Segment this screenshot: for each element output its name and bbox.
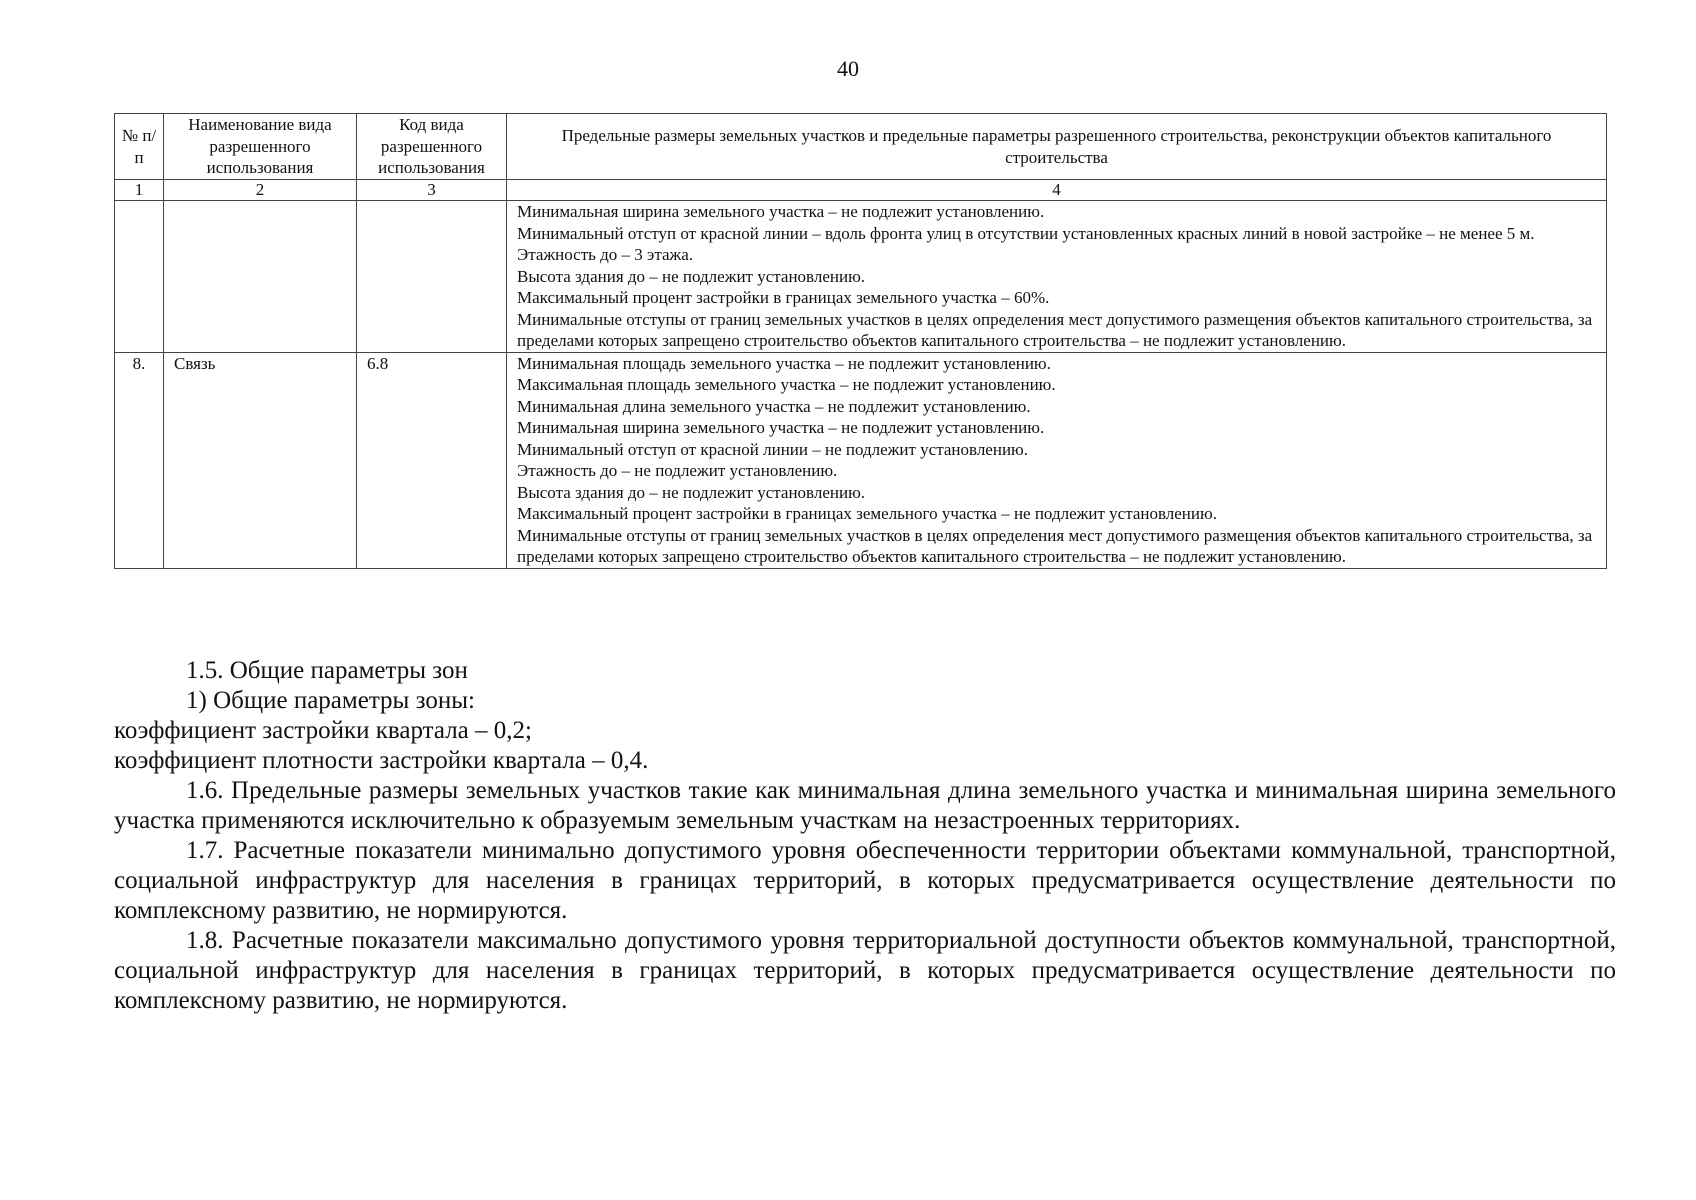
list-item-general-params: 1) Общие параметры зоны:: [186, 687, 475, 714]
parameter-line: Минимальные отступы от границ земельных участков в целях определения мест допустимого размещения объектов капитального строительства, за пределами которых запрещено строительство объектов капитального строительства – не подлежит установлению.: [517, 309, 1593, 350]
paragraph-1-8: 1.8. Расчетные показатели максимально допустимого уровня территориальной доступности объектов коммунальной, транспортной, социальной инфраструктур для населения в границах территорий, в которых предусматривается осуществление деятельности по комплексному развитию, не нормируются.: [114, 927, 1616, 1014]
parameter-line: Минимальная площадь земельного участка – не подлежит установлению.: [517, 353, 1051, 373]
header-number: № п/п: [115, 114, 164, 180]
zoning-parameters-table: [114, 113, 1607, 569]
column-number: 1: [115, 180, 164, 201]
row-use-code: [357, 201, 507, 353]
header-use-name: Наименование вида разрешенного использования: [164, 114, 357, 180]
parameter-line: Высота здания до – не подлежит установлению.: [517, 266, 866, 286]
parameter-line: Высота здания до – не подлежит установлению.: [517, 482, 866, 502]
parameter-line: Максимальный процент застройки в границах земельного участка – 60%.: [517, 288, 1050, 307]
row-use-code: 6.8: [357, 352, 507, 568]
parameter-line: Этажность до – не подлежит установлению.: [517, 461, 838, 480]
row-parameters: [507, 201, 1607, 353]
parameter-line: Минимальный отступ от красной линии – вдоль фронта улиц в отсутствии установленных красных линий в новой застройке – не менее 5 м.: [517, 223, 1535, 243]
section-heading-1-5: 1.5. Общие параметры зон: [186, 657, 468, 684]
parameter-line: Минимальная ширина земельного участка – не подлежит установлению.: [517, 418, 1045, 437]
row-use-name: [164, 201, 357, 353]
page-number: 40: [837, 56, 859, 81]
parameter-line: Минимальная ширина земельного участка – не подлежит установлению.: [517, 202, 1045, 221]
row-parameters: [507, 352, 1607, 568]
header-parameters: Предельные размеры земельных участков и предельные параметры разрешенного строительства, реконструкции объектов капитального строительства: [507, 114, 1607, 180]
column-number: 2: [164, 180, 357, 201]
row-number: [115, 201, 164, 353]
row-use-name: Связь: [164, 352, 357, 568]
column-number-row: [115, 180, 1607, 201]
paragraph-1-7: 1.7. Расчетные показатели минимально допустимого уровня обеспеченности территории объектами коммунальной, транспортной, социальной инфраструктур для населения в границах территорий, в которых предусматривается осуществление деятельности по комплексному развитию, не нормируются.: [114, 837, 1616, 924]
parameter-line: Минимальная длина земельного участка – не подлежит установлению.: [517, 396, 1031, 416]
column-number: 3: [357, 180, 507, 201]
parameter-line: Минимальный отступ от красной линии – не подлежит установлению.: [517, 439, 1028, 459]
header-use-code: Код вида разрешенного использования: [357, 114, 507, 180]
table-row: [115, 201, 1607, 353]
body-text: [114, 656, 1616, 1016]
column-number: 4: [507, 180, 1607, 201]
row-number: 8.: [115, 352, 164, 568]
parameter-line: Максимальная площадь земельного участка – не подлежит установлению.: [517, 375, 1056, 394]
parameter-line: Минимальные отступы от границ земельных участков в целях определения мест допустимого размещения объектов капитального строительства, за пределами которых запрещено строительство объектов капитального строительства – не подлежит установлению.: [517, 525, 1593, 566]
table-header-row: [115, 114, 1607, 180]
parameter-line: Этажность до – 3 этажа.: [517, 245, 694, 264]
parameter-line: Максимальный процент застройки в границах земельного участка – не подлежит установлению.: [517, 504, 1217, 523]
paragraph-1-6: 1.6. Предельные размеры земельных участков такие как минимальная длина земельного участка и минимальная ширина земельного участка применяются исключительно к образуемым земельным участкам на незастроенных территориях.: [114, 777, 1616, 834]
coefficient-density: коэффициент плотности застройки квартала – 0,4.: [114, 747, 649, 774]
table-row: [115, 352, 1607, 568]
coefficient-building: коэффициент застройки квартала – 0,2;: [114, 717, 532, 744]
